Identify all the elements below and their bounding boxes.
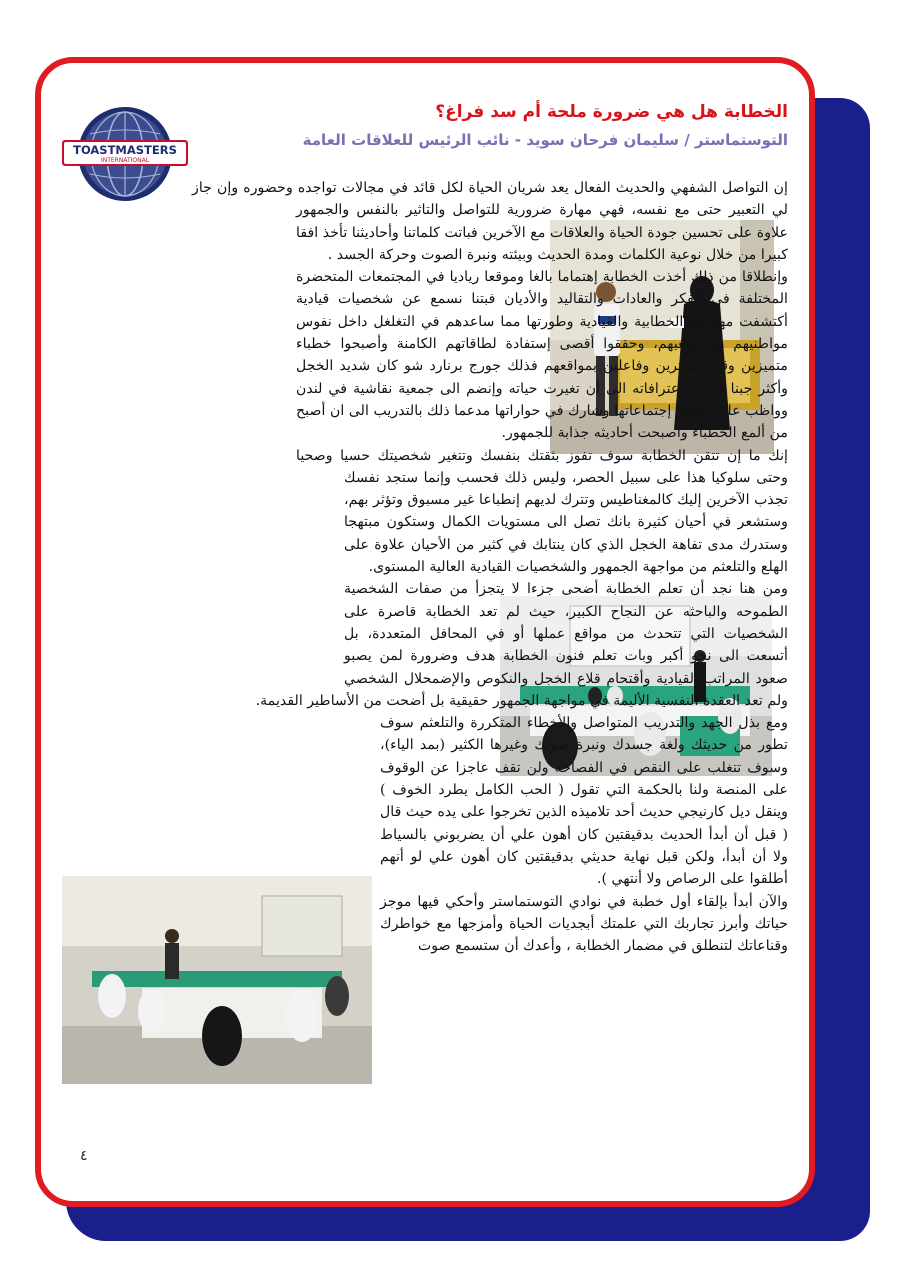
article-body bbox=[62, 177, 788, 957]
article-byline: التوستماستر / سليمان فرحان سويد - نائب الرئيس للعلاقات العامة bbox=[302, 131, 788, 149]
paragraph-practice: ومع بذل الجهد والتدريب المتواصل والأخطاء المتكررة والتلعثم سوف تطور من حديثك ولغة جسدك ونبرة صوتك وغيرها الكثير (بمد الياء)، وسوف تتغلب على النقص في الفصاحة ولن تقف عاجزا عن الوقوف على المنصة ولنا بالحكمة التي تقول ( الحب الكامل يطرد الخوف ) وينقل ديل كارنيجي حديث أحد تلاميذه الذين تخرجوا على يده حيث قال ( قبل أن أبدأ الحديث بدقيقتين كان أهون علي أن يضربوني بالسياط ولا أن أبدأ، ولكن قبل نهاية حديثي بدقيقتين كان أهون علي لو أنهم أطلقوا على الرصاص ولا أنتهي ). bbox=[380, 715, 788, 888]
logo-text-brand: TOASTMASTERS bbox=[73, 143, 177, 157]
paragraph-ambition: ومن هنا نجد أن تعلم الخطابة أضحى جزءا لا يتجزأ من صفات الشخصية الطموحه والباحثه عن النجاح الكبير، حيث لم تعد الخطابة قاصرة على الشخصيات التي تتحدث من مواقع عملها أو في المحافل المتعددة، بل أتسعت الى نحو أكبر وبات تعلم فنون الخطابة هدف وضرورة لمن يصبو صعود المراتب القيادية وأقتحام قلاع الخجل والنكوص والإضمحلال الشخصي ولم تعد العقدة النفسية الأليمة في مواجهة الجمهور حقيقية بل أضحت من الأساطير القديمة. bbox=[255, 581, 788, 709]
paragraph-intro: إن التواصل الشفهي والحديث الفعال يعد شريان الحياة لكل قائد في مجالات تواجده وحضوره وإن جاز لي التعبير حتى مع نفسه، فهي مهارة ضرورية للتواصل والتاثير بالنفس والجمهور علاوة على تحسين جودة الحياة والعلاقات مع الآخرين فباتت كلماتنا وأحاديثنا تأخذ افقا كبيرا من خلال نوعية الكلمات ومدة الحديث وبيئته ونبرة الصوت وحركة الجسد . bbox=[192, 180, 788, 263]
article-title: الخطابة هل هي ضرورة ملحة أم سد فراغ؟ bbox=[435, 102, 788, 122]
paragraph-history: وإنطلاقا من ذلك أخذت الخطابة إهتماما بالغا وموقعا رياديا في المجتمعات المتحضرة المختلفة في الفكر والعادات والتقاليد والأديان فبتنا نسمع عن شخصيات قيادية أكتشفت مهاراتها الخطابية والقيادية وطورتها مما ساعدهم في التغلغل داخل نفوس مواطنيهم ومستمعيهم، وحققوا أقصى إستفادة لطاقاتهم الكامنة وأصبحوا خطباء متميزين وقادة مؤثرين وفاعلين بمواقعهم فذلك جورج برنارد شو كان شديد الخجل وأكثر جبنا حسب إعترافاته الى أن تغيرت حياته وإنضم الى جمعية نقاشية في لندن وواظب على حضور إجتماعاتها وشارك في حواراتها مدعما ذلك بالتدريب الى ان أصبح من ألمع الخطباء واصبحت أحاديثه جذابة للجمهور. bbox=[296, 269, 788, 442]
logo-text-international: INTERNATIONAL bbox=[100, 157, 150, 164]
wrap-spacer-3 bbox=[62, 477, 344, 669]
wrap-spacer-2 bbox=[62, 219, 296, 469]
page-number: ٤ bbox=[80, 1148, 88, 1164]
paragraph-benefits: إنك ما إن تتقن الخطابة سوف تفوز بثقتك بنفسك وتتغير شخصيتك حسيا وصحيا وحتى سلوكيا هذا على سبيل الحصر، وليس ذلك فحسب وإنما ستجد نفسك تجذب الآخرين إليك كالمغناطيس وتترك لديهم إنطباعا غير مسبوق وتؤثر بهم، وستشعر في أحيان كثيرة بانك تصل الى مستويات الكمال وستكون مبتهجا وستدرك مدى تفاهة الخجل الذي كان ينتابك في كثير من الأحيان علاوة على الهلع والتلعثم من مواجهة الجمهور والشخصيات القيادية العالية المستوى. bbox=[296, 447, 788, 576]
wrap-spacer-4 bbox=[62, 718, 380, 930]
wrap-spacer-1 bbox=[62, 177, 192, 217]
article bbox=[62, 100, 788, 1170]
paragraph-closing: والآن أبدأ بإلقاء أول خطبة في نوادي التوستماستر وأحكي فيها موجز حياتك وأبرز تجاربك التي علمتك أبجديات الحياة وأمزجها مع خواطرك وقناعاتك لتنطلق في مضمار الخطابة ، وأعدك أن ستسمع صوت bbox=[380, 893, 788, 955]
